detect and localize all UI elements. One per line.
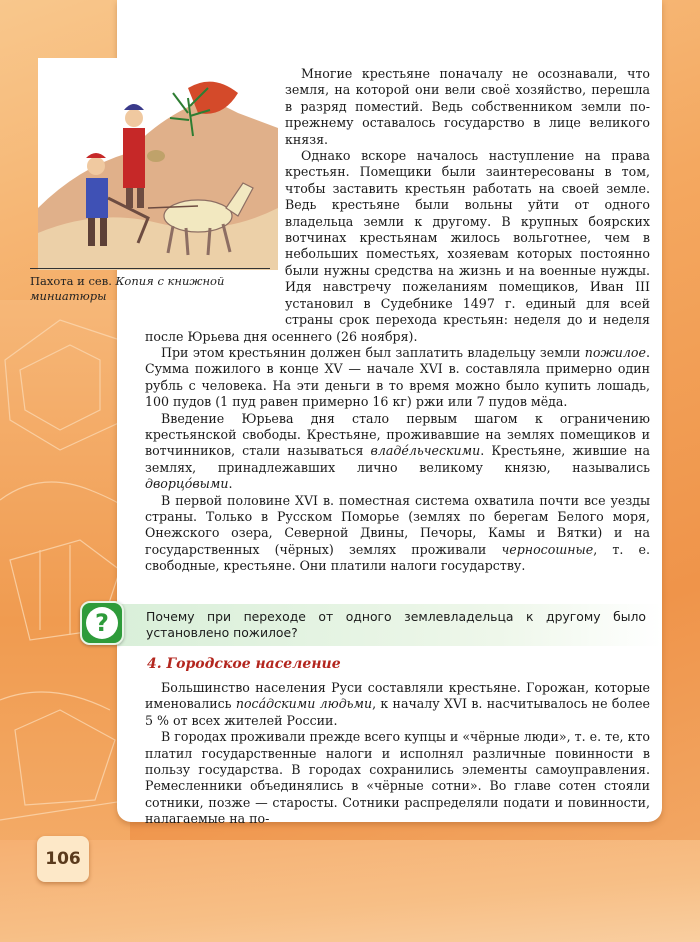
- main-text: [145, 66, 650, 575]
- paragraph: При этом крестьянин должен был заплатить владельцу земли пожилое. Сумма пожилого в конце XV — начале XVI в. составляла примерно один рубль с человека. На эти деньги в то время можно было купить лошадь, 100 пудов (1 пуд равен примерно 16 кг) ржи или 7 пудов мёда.: [145, 344, 650, 410]
- sketch-drawing: [0, 300, 130, 860]
- paragraph: В первой половине XVI в. поместная система охватила почти все уезды страны. Только в Русском Поморье (землях по берегам Белого моря, Онежского озера, Северной Двины, Печоры, Камы и Вятки) и на государственных (чёрных) землях проживали черносошные, т. е. свободные, крестьяне. Они платили налоги государству.: [145, 492, 650, 574]
- paragraph: Введение Юрьева дня стало первым шагом к ограничению крестьянской свободы. Крестьяне, проживавшие на землях помещиков и вотчинников, стали называться владе́льческими. Крестьяне, жившие на землях, принадлежавших лично великому князю, назывались дворцо́выми.: [145, 410, 650, 492]
- section-text: [145, 680, 650, 828]
- paragraph: Однако вскоре началось наступление на права крестьян. Помещики были заинтересованы в том, чтобы заставить крестьян работать на своей земле. Ведь крестьяне были вольны уйти от одного владельца земли к другому. В крупных боярских вотчинах крестьянам жилось вольготнее, чем в небольших поместьях, хозяевам которых постоянно были нужны средства на жизнь и на военные нужды. Идя навстречу пожеланиям помещиков, Иван III установил в Судебнике 1497 г. единый для всей страны срок перехода крестьян: неделя до и неделя после Юрьева дня осеннего (26 ноября).: [145, 148, 650, 344]
- paragraph: В городах проживали прежде всего купцы и «чёрные люди», т. е. те, кто платил государственные налоги и исполнял различные повинности в пользу государства. В городах сохранились элементы самоуправления. Ремесленники объединялись в «чёрные сотни». Во главе сотен стояли сотники, позже — старосты. Сотники распределяли подати и повинности, налагаемые на по-: [145, 729, 650, 827]
- bottom-decorative-stripe: [0, 840, 700, 942]
- question-mark-icon: ?: [80, 601, 124, 645]
- question-text: Почему при переходе от одного землевладельца к другому было установлено пожилое?: [146, 609, 646, 640]
- paragraph: Большинство населения Руси составляли крестьяне. Горожан, которые именовались поса́дскими людьми, к началу XVI в. насчитывалось не более 5 % от всех жителей России.: [145, 680, 650, 728]
- figure-caption: Пахота и сев. Копия с книжной миниатюры: [30, 274, 225, 303]
- illustration-float-gap: [145, 66, 285, 314]
- section-heading: 4. Городское население: [147, 656, 341, 672]
- page-number: 106: [37, 836, 89, 882]
- paragraph: Многие крестьяне поначалу не осознавали, что земля, на которой они вели своё хозяйство, перешла в разряд поместий. Ведь собственником земли по-прежнему оставалось государство в лице великого князя.: [285, 66, 650, 147]
